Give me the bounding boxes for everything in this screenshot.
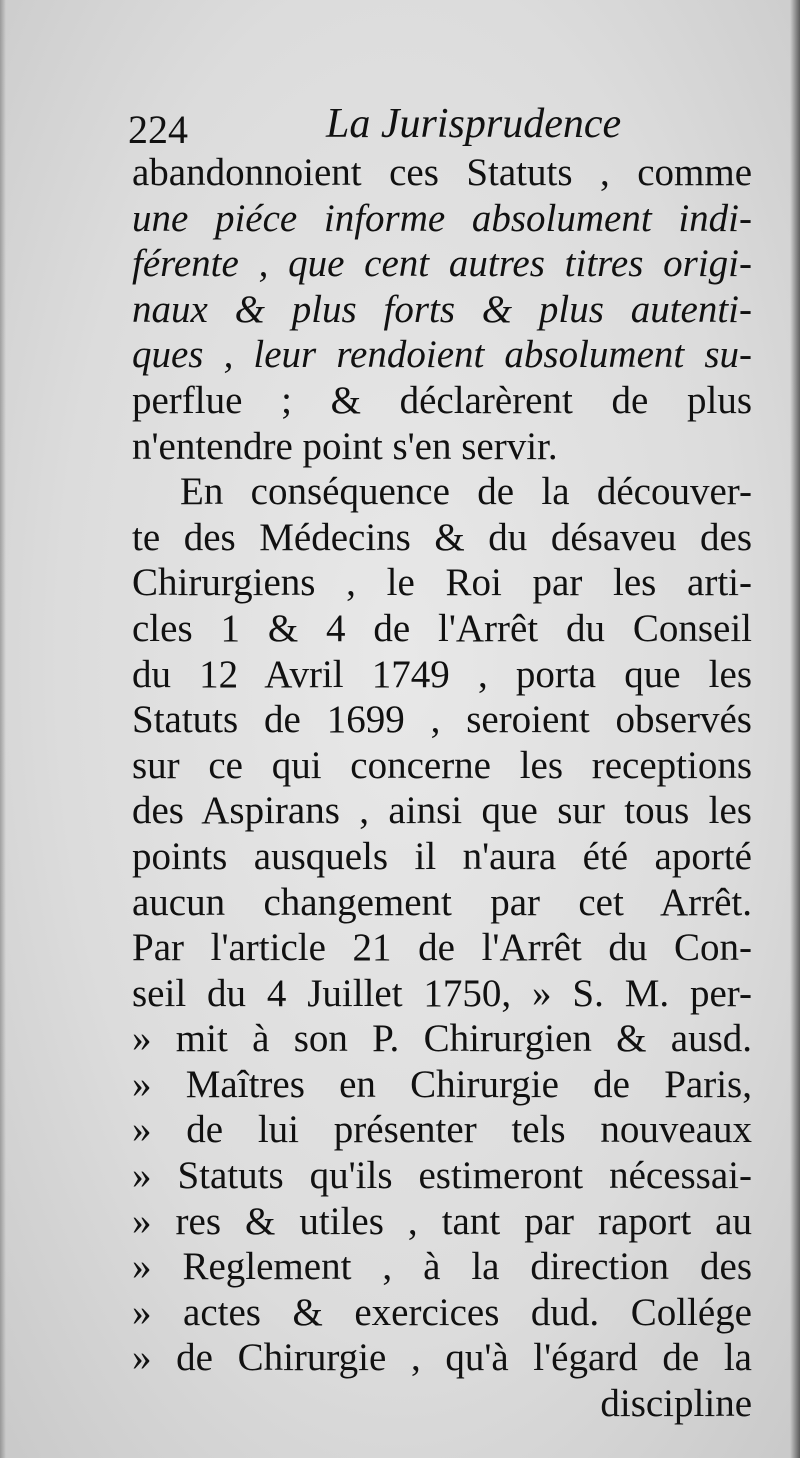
text-line: une piéce informe absolument indi- [132, 196, 752, 240]
text-line: » Maîtres en Chirurgie de Paris, [132, 1062, 752, 1106]
text-line: Chirurgiens , le Roi par les arti- [132, 561, 752, 605]
text-line: abandonnoient ces Statuts , comme [132, 151, 752, 194]
page-right-shadow [790, 0, 800, 1458]
text-line: te des Médecins & du désaveu des [132, 515, 752, 559]
text-line: des Aspirans , ainsi que sur tous les [132, 789, 752, 833]
text-line: » de Chirurgie , qu'à l'égard de la [132, 1336, 752, 1380]
catchword: discipline [600, 1382, 752, 1426]
text-line: aucun changement par cet Arrêt. [132, 880, 752, 924]
text-line: En conséquence de la découver- [180, 470, 752, 514]
text-line: cles 1 & 4 de l'Arrêt du Conseil [132, 606, 752, 650]
page-header [128, 98, 748, 154]
text-line: du 12 Avril 1749 , porta que les [132, 652, 752, 696]
text-line: » Statuts qu'ils estimeront nécessai- [132, 1154, 752, 1198]
text-line: » Reglement , à la direction des [132, 1245, 752, 1289]
text-line: seil du 4 Juillet 1750, » S. M. per- [132, 971, 752, 1015]
text-line: ques , leur rendoient absolument su- [132, 333, 752, 377]
text-line: » actes & exercices dud. Collége [132, 1290, 752, 1334]
text-line: » mit à son P. Chirurgien & ausd. [132, 1017, 752, 1061]
page-left-shadow [0, 0, 6, 1458]
text-line: perflue ; & déclarèrent de plus [132, 378, 752, 422]
text-line: » res & utiles , tant par raport au [132, 1199, 752, 1243]
text-line: points ausquels il n'aura été aporté [132, 834, 752, 878]
page-number: 224 [128, 107, 188, 152]
running-title: La Jurisprudence [326, 101, 622, 147]
text-line: naux & plus forts & plus autenti- [132, 287, 752, 331]
text-line: Statuts de 1699 , seroient observés [132, 698, 752, 742]
body-text [132, 150, 752, 1427]
text-line: n'entendre point s'en servir. [132, 424, 558, 468]
text-line: férente , que cent autres titres origi- [132, 242, 752, 286]
text-line: sur ce qui concerne les receptions [132, 743, 752, 787]
text-line: Par l'article 21 de l'Arrêt du Con- [132, 926, 752, 970]
text-line: » de lui présenter tels nouveaux [132, 1108, 752, 1152]
